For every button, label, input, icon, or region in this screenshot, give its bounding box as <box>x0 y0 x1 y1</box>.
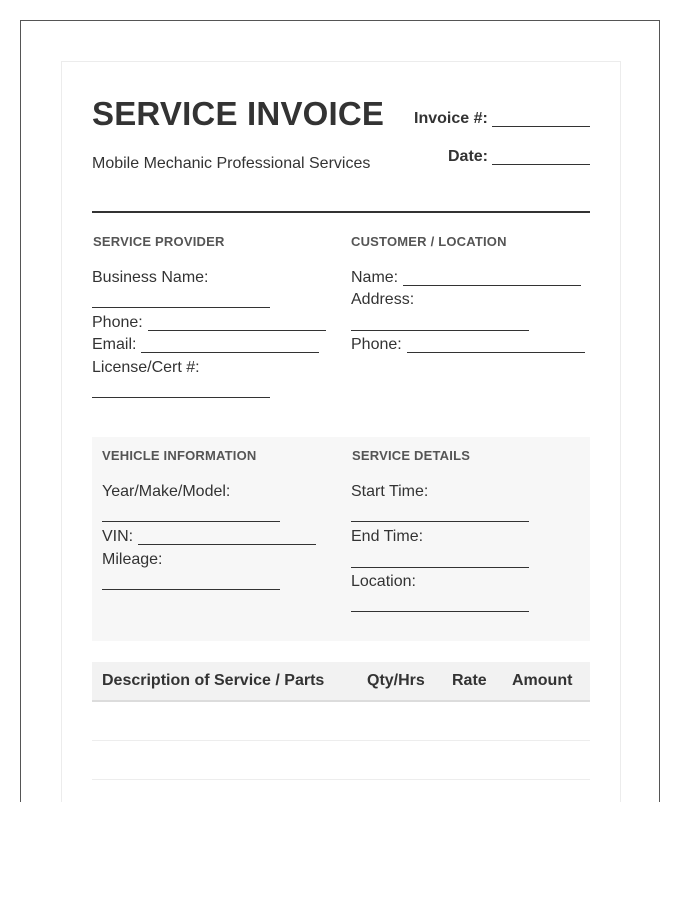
start-time-label: Start Time: <box>351 483 429 500</box>
start-time-field[interactable] <box>351 521 529 522</box>
vehicle-information-heading: VEHICLE INFORMATION <box>102 448 257 463</box>
column-header-amount: Amount <box>512 672 573 689</box>
column-header-description: Description of Service / Parts <box>102 672 325 689</box>
location-label: Location: <box>351 573 416 590</box>
year-make-model-label: Year/Make/Model: <box>102 483 231 500</box>
business-name-label: Business Name: <box>92 269 209 286</box>
invoice-subtitle: Mobile Mechanic Professional Services <box>92 155 371 172</box>
invoice-title: SERVICE INVOICE <box>92 95 385 132</box>
provider-email-field[interactable] <box>141 352 319 353</box>
date-label: Date: <box>448 148 489 165</box>
provider-email-label: Email: <box>92 336 137 353</box>
year-make-model-field[interactable] <box>102 521 280 522</box>
provider-phone-label: Phone: <box>92 314 143 331</box>
service-details-heading: SERVICE DETAILS <box>352 448 471 463</box>
column-header-rate: Rate <box>452 672 487 689</box>
table-row[interactable] <box>92 779 590 780</box>
location-field[interactable] <box>351 611 529 612</box>
column-header-qty-hrs: Qty/Hrs <box>367 672 425 689</box>
header-divider <box>92 211 590 213</box>
end-time-field[interactable] <box>351 567 529 568</box>
business-name-field[interactable] <box>92 307 270 308</box>
provider-phone-field[interactable] <box>148 330 326 331</box>
table-row[interactable] <box>92 740 590 741</box>
customer-location-heading: CUSTOMER / LOCATION <box>351 234 507 249</box>
customer-name-label: Name: <box>351 269 399 286</box>
vin-label: VIN: <box>102 528 134 545</box>
customer-address-field[interactable] <box>351 330 529 331</box>
vin-field[interactable] <box>138 544 316 545</box>
license-field[interactable] <box>92 397 270 398</box>
license-label: License/Cert #: <box>92 359 200 376</box>
customer-phone-field[interactable] <box>407 352 585 353</box>
mileage-field[interactable] <box>102 589 280 590</box>
customer-name-field[interactable] <box>403 285 581 286</box>
invoice-number-field[interactable] <box>492 126 590 127</box>
customer-address-label: Address: <box>351 291 415 308</box>
invoice-number-label: Invoice #: <box>414 110 488 127</box>
customer-phone-label: Phone: <box>351 336 402 353</box>
mileage-label: Mileage: <box>102 551 163 568</box>
date-field[interactable] <box>492 164 590 165</box>
end-time-label: End Time: <box>351 528 424 545</box>
service-provider-heading: SERVICE PROVIDER <box>93 234 225 249</box>
